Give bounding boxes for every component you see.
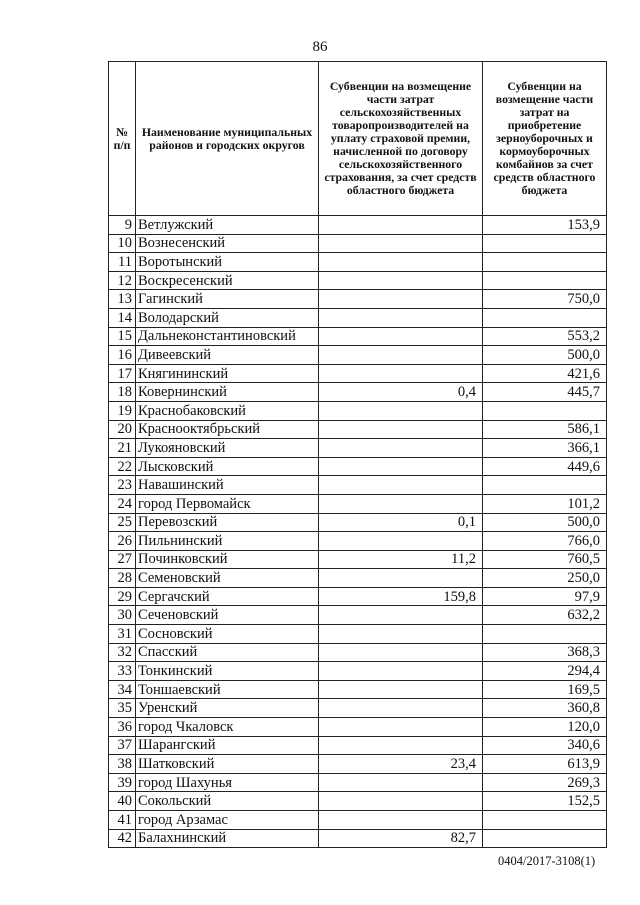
row-district: Спасский — [136, 643, 319, 662]
document-code: 0404/2017-3108(1) — [498, 854, 596, 868]
row-combine-subsidy — [483, 253, 607, 272]
table-row — [109, 625, 607, 644]
row-number: 21 — [109, 439, 136, 458]
row-district: Краснобаковский — [136, 401, 319, 420]
row-number: 19 — [109, 401, 136, 420]
row-district: город Шахунья — [136, 773, 319, 792]
row-insurance-subsidy — [319, 346, 483, 365]
row-combine-subsidy — [483, 234, 607, 253]
row-insurance-subsidy — [319, 476, 483, 495]
row-insurance-subsidy — [319, 401, 483, 420]
row-combine-subsidy — [483, 271, 607, 290]
row-number: 30 — [109, 606, 136, 625]
row-district: Тоншаевский — [136, 680, 319, 699]
row-district: Сокольский — [136, 792, 319, 811]
table-row — [109, 513, 607, 532]
row-district: Тонкинский — [136, 662, 319, 681]
row-insurance-subsidy — [319, 364, 483, 383]
row-insurance-subsidy — [319, 494, 483, 513]
subsidy-table — [108, 61, 607, 848]
row-district: Лукояновский — [136, 439, 319, 458]
row-number: 23 — [109, 476, 136, 495]
row-district: Починковский — [136, 550, 319, 569]
row-number: 22 — [109, 457, 136, 476]
row-combine-subsidy: 294,4 — [483, 662, 607, 681]
row-combine-subsidy — [483, 308, 607, 327]
row-combine-subsidy: 368,3 — [483, 643, 607, 662]
row-insurance-subsidy — [319, 643, 483, 662]
row-number: 31 — [109, 625, 136, 644]
row-number: 39 — [109, 773, 136, 792]
row-combine-subsidy: 586,1 — [483, 420, 607, 439]
row-district: город Арзамас — [136, 811, 319, 830]
table-row — [109, 829, 607, 848]
row-combine-subsidy: 169,5 — [483, 680, 607, 699]
row-combine-subsidy: 97,9 — [483, 587, 607, 606]
row-combine-subsidy: 445,7 — [483, 383, 607, 402]
row-number: 15 — [109, 327, 136, 346]
row-insurance-subsidy — [319, 532, 483, 551]
row-number: 35 — [109, 699, 136, 718]
row-combine-subsidy — [483, 476, 607, 495]
row-combine-subsidy: 120,0 — [483, 718, 607, 737]
row-number: 29 — [109, 587, 136, 606]
row-combine-subsidy: 632,2 — [483, 606, 607, 625]
row-number: 17 — [109, 364, 136, 383]
row-insurance-subsidy — [319, 253, 483, 272]
row-number: 33 — [109, 662, 136, 681]
row-number: 36 — [109, 718, 136, 737]
row-number: 34 — [109, 680, 136, 699]
row-insurance-subsidy: 0,1 — [319, 513, 483, 532]
header-name: Наименование муниципальных районов и городских округов — [136, 62, 319, 216]
table-row — [109, 364, 607, 383]
table-row — [109, 569, 607, 588]
row-number: 9 — [109, 216, 136, 235]
row-insurance-subsidy — [319, 792, 483, 811]
table-row — [109, 773, 607, 792]
table-row — [109, 606, 607, 625]
row-number: 32 — [109, 643, 136, 662]
row-number: 12 — [109, 271, 136, 290]
row-district: Дивеевский — [136, 346, 319, 365]
table-row — [109, 718, 607, 737]
table-body — [109, 216, 607, 848]
row-district: Балахнинский — [136, 829, 319, 848]
header-col2: Субвенции на возмещение части затрат на приобретение зерноуборочных и кормоуборочных комбайнов за счет средств областного бюджета — [483, 62, 607, 216]
row-district: Вознесенский — [136, 234, 319, 253]
row-insurance-subsidy — [319, 811, 483, 830]
row-district: Навашинский — [136, 476, 319, 495]
table-row — [109, 736, 607, 755]
row-district: Дальнеконстантиновский — [136, 327, 319, 346]
row-district: Пильнинский — [136, 532, 319, 551]
table-row — [109, 439, 607, 458]
row-district: Сосновский — [136, 625, 319, 644]
row-insurance-subsidy — [319, 327, 483, 346]
table-row — [109, 792, 607, 811]
row-combine-subsidy: 500,0 — [483, 346, 607, 365]
row-number: 41 — [109, 811, 136, 830]
row-combine-subsidy — [483, 829, 607, 848]
row-number: 16 — [109, 346, 136, 365]
row-insurance-subsidy — [319, 736, 483, 755]
row-number: 10 — [109, 234, 136, 253]
row-district: Шатковский — [136, 755, 319, 774]
row-combine-subsidy — [483, 811, 607, 830]
row-district: Ветлужский — [136, 216, 319, 235]
row-insurance-subsidy — [319, 271, 483, 290]
row-number: 25 — [109, 513, 136, 532]
row-combine-subsidy — [483, 401, 607, 420]
row-number: 14 — [109, 308, 136, 327]
row-district: Княгининский — [136, 364, 319, 383]
row-insurance-subsidy — [319, 457, 483, 476]
row-combine-subsidy: 500,0 — [483, 513, 607, 532]
row-combine-subsidy: 766,0 — [483, 532, 607, 551]
row-number: 11 — [109, 253, 136, 272]
row-insurance-subsidy — [319, 308, 483, 327]
row-combine-subsidy: 269,3 — [483, 773, 607, 792]
row-insurance-subsidy — [319, 662, 483, 681]
row-number: 20 — [109, 420, 136, 439]
table-row — [109, 308, 607, 327]
table-row — [109, 643, 607, 662]
row-insurance-subsidy — [319, 234, 483, 253]
row-insurance-subsidy: 11,2 — [319, 550, 483, 569]
row-district: Краснооктябрьский — [136, 420, 319, 439]
row-combine-subsidy: 101,2 — [483, 494, 607, 513]
table-row — [109, 234, 607, 253]
row-insurance-subsidy — [319, 606, 483, 625]
row-combine-subsidy: 613,9 — [483, 755, 607, 774]
row-district: Володарский — [136, 308, 319, 327]
row-district: Воскресенский — [136, 271, 319, 290]
table-row — [109, 550, 607, 569]
table-row — [109, 699, 607, 718]
row-insurance-subsidy — [319, 773, 483, 792]
table-row — [109, 662, 607, 681]
row-combine-subsidy: 250,0 — [483, 569, 607, 588]
table-header-row — [109, 62, 607, 216]
row-number: 28 — [109, 569, 136, 588]
row-combine-subsidy: 553,2 — [483, 327, 607, 346]
row-insurance-subsidy: 82,7 — [319, 829, 483, 848]
table-row — [109, 457, 607, 476]
row-number: 37 — [109, 736, 136, 755]
row-combine-subsidy: 360,8 — [483, 699, 607, 718]
row-number: 27 — [109, 550, 136, 569]
row-combine-subsidy: 366,1 — [483, 439, 607, 458]
row-number: 38 — [109, 755, 136, 774]
header-col1: Субвенции на возмещение части затрат сельскохозяйственных товаропроизводителей на уплату страховой премии, начисленной по договору сельскохозяйственного страхования, за счет средств областного бюджета — [319, 62, 483, 216]
row-insurance-subsidy — [319, 680, 483, 699]
row-district: Семеновский — [136, 569, 319, 588]
row-district: Шарангский — [136, 736, 319, 755]
table-row — [109, 253, 607, 272]
table-row — [109, 755, 607, 774]
row-district: Перевозский — [136, 513, 319, 532]
row-combine-subsidy: 750,0 — [483, 290, 607, 309]
row-combine-subsidy: 760,5 — [483, 550, 607, 569]
row-district: Уренский — [136, 699, 319, 718]
row-insurance-subsidy — [319, 420, 483, 439]
row-district: Гагинский — [136, 290, 319, 309]
row-combine-subsidy: 153,9 — [483, 216, 607, 235]
row-number: 26 — [109, 532, 136, 551]
table-row — [109, 346, 607, 365]
row-number: 40 — [109, 792, 136, 811]
table-row — [109, 476, 607, 495]
row-insurance-subsidy — [319, 569, 483, 588]
table-row — [109, 811, 607, 830]
table-row — [109, 420, 607, 439]
row-district: Лысковский — [136, 457, 319, 476]
row-insurance-subsidy — [319, 290, 483, 309]
row-district: город Первомайск — [136, 494, 319, 513]
row-combine-subsidy: 421,6 — [483, 364, 607, 383]
table-row — [109, 494, 607, 513]
row-district: Сергачский — [136, 587, 319, 606]
row-insurance-subsidy: 23,4 — [319, 755, 483, 774]
row-district: Ковернинский — [136, 383, 319, 402]
table-row — [109, 290, 607, 309]
row-district: город Чкаловск — [136, 718, 319, 737]
row-combine-subsidy: 152,5 — [483, 792, 607, 811]
table-row — [109, 271, 607, 290]
row-number: 24 — [109, 494, 136, 513]
row-district: Воротынский — [136, 253, 319, 272]
row-number: 13 — [109, 290, 136, 309]
table-row — [109, 216, 607, 235]
header-num: № п/п — [109, 62, 136, 216]
row-insurance-subsidy — [319, 699, 483, 718]
table-row — [109, 327, 607, 346]
row-combine-subsidy: 449,6 — [483, 457, 607, 476]
table-row — [109, 383, 607, 402]
row-combine-subsidy — [483, 625, 607, 644]
row-insurance-subsidy — [319, 216, 483, 235]
table-row — [109, 587, 607, 606]
row-number: 18 — [109, 383, 136, 402]
row-insurance-subsidy: 159,8 — [319, 587, 483, 606]
page-number: 86 — [312, 39, 328, 55]
table-row — [109, 680, 607, 699]
row-combine-subsidy: 340,6 — [483, 736, 607, 755]
row-district: Сеченовский — [136, 606, 319, 625]
row-insurance-subsidy — [319, 625, 483, 644]
row-number: 42 — [109, 829, 136, 848]
table-row — [109, 532, 607, 551]
row-insurance-subsidy: 0,4 — [319, 383, 483, 402]
row-insurance-subsidy — [319, 718, 483, 737]
row-insurance-subsidy — [319, 439, 483, 458]
table-row — [109, 401, 607, 420]
